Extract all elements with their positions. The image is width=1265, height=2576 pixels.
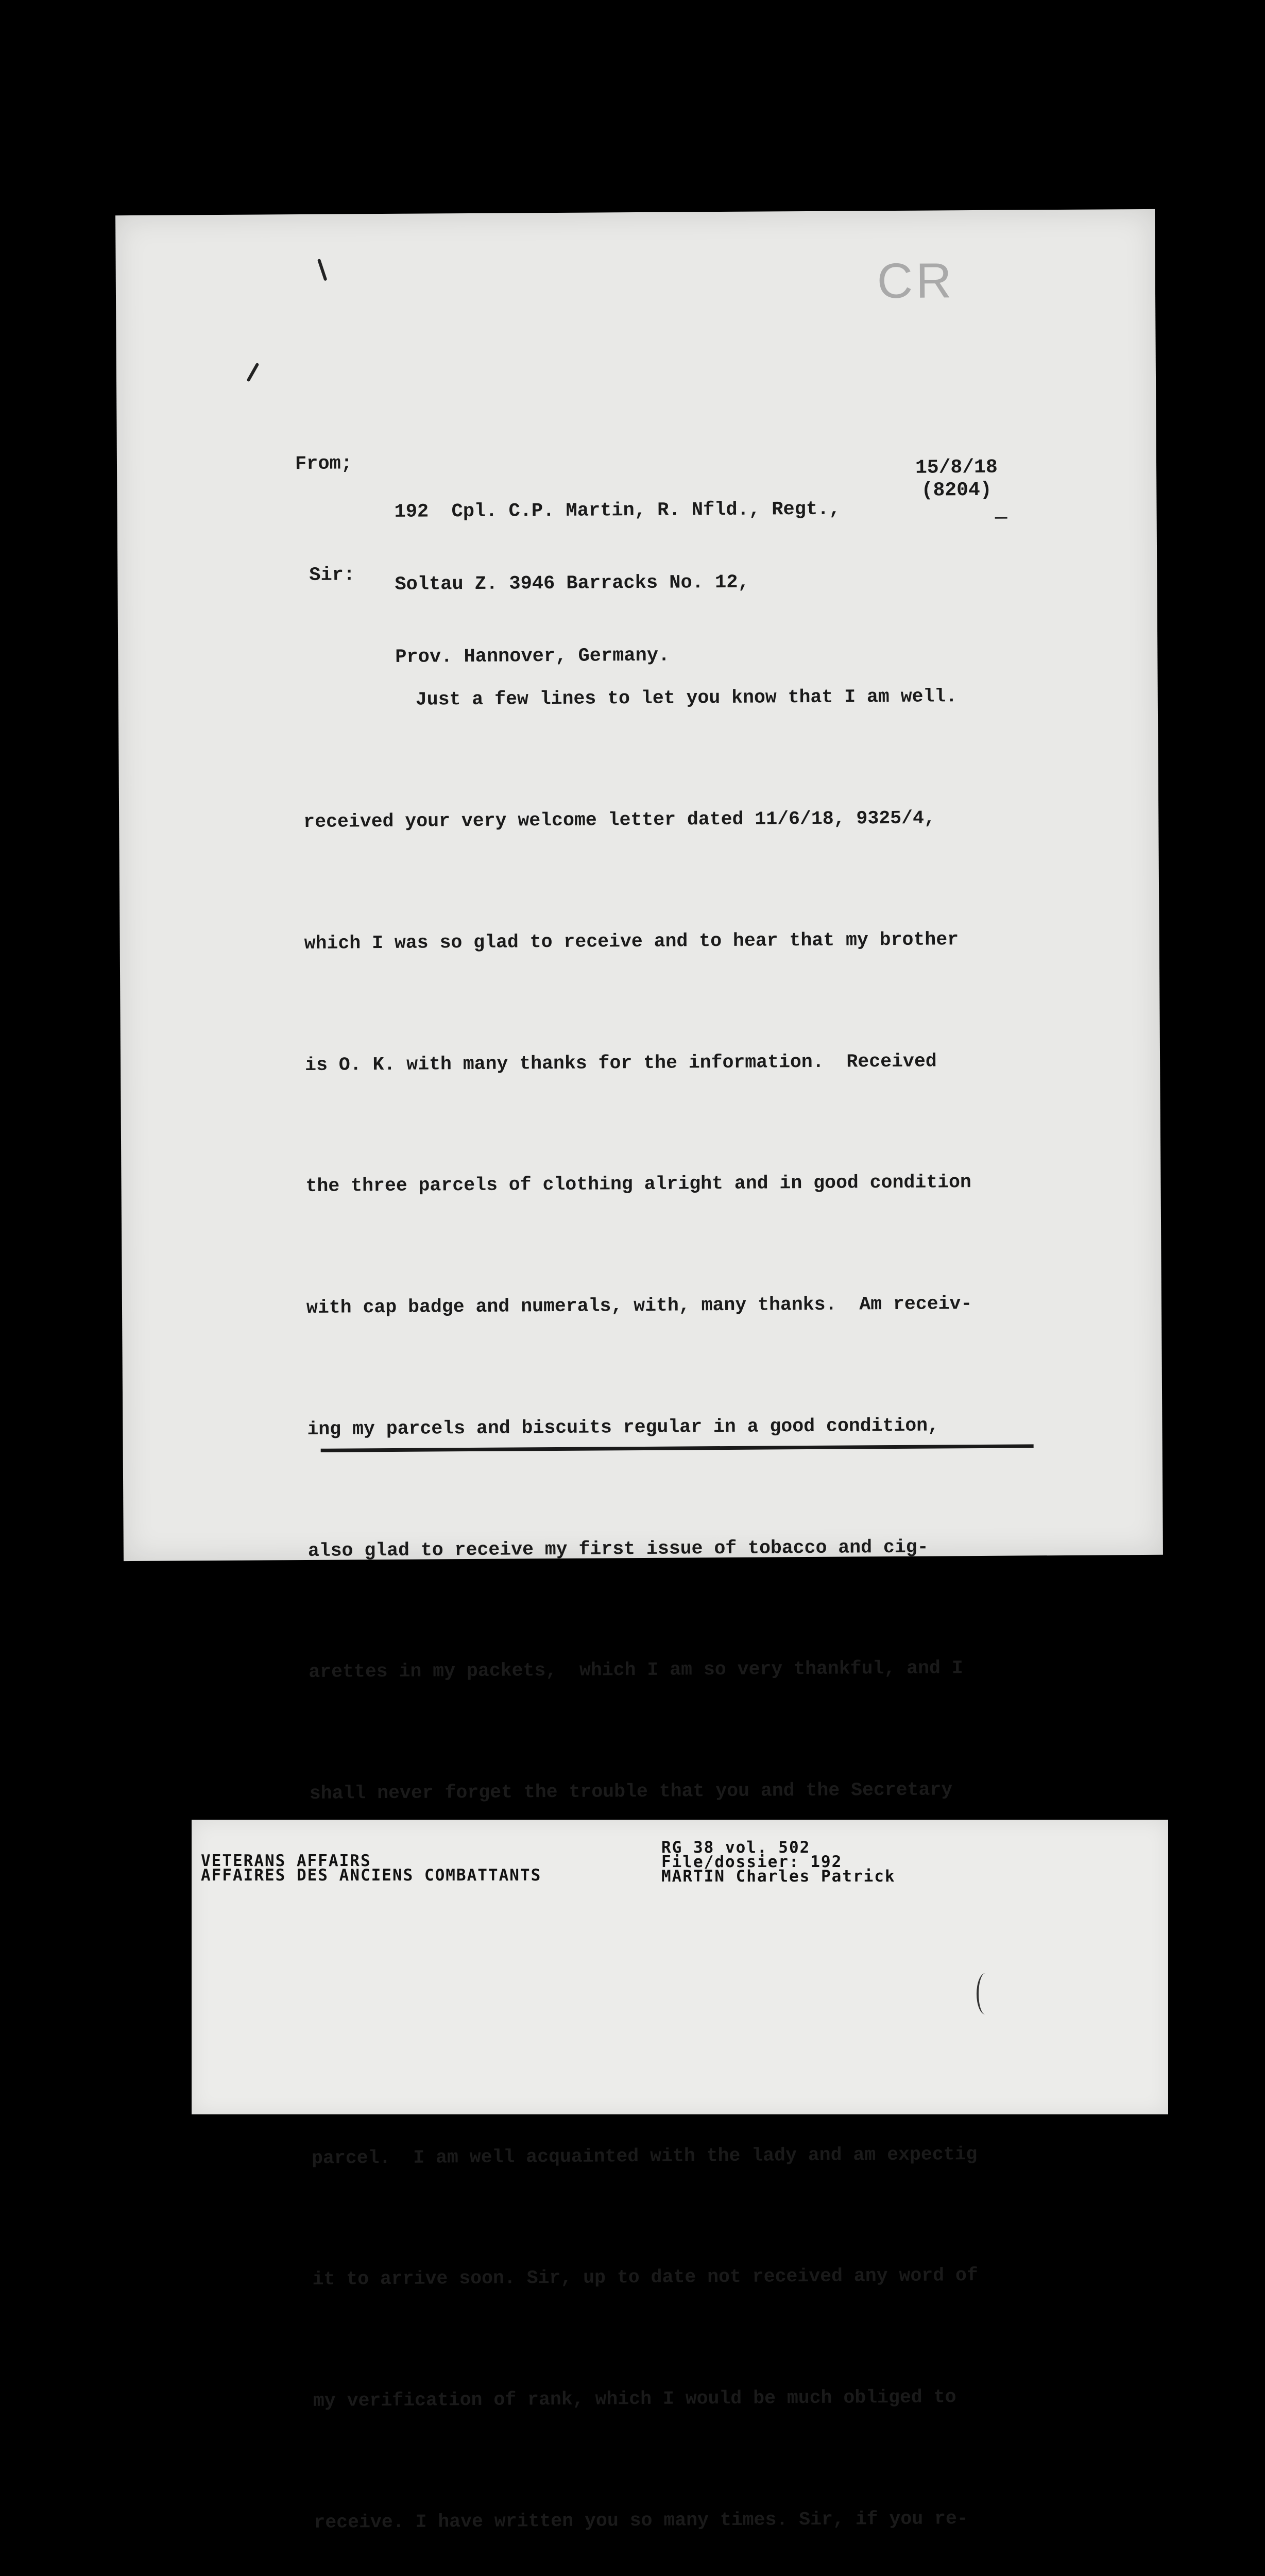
file-reference-block bbox=[661, 1840, 896, 1884]
body-line: it to arrive soon. Sir, up to date not received any word of bbox=[312, 2265, 978, 2291]
sender-line: 192 Cpl. C.P. Martin, R. Nfld., Regt., bbox=[394, 498, 841, 523]
body-line: which I was so glad to receive and to hear that my brother bbox=[304, 928, 959, 954]
date-underline bbox=[995, 517, 1007, 519]
date-block bbox=[915, 456, 998, 502]
letter-date: 15/8/18 bbox=[915, 456, 998, 479]
letter-reference: (8204) bbox=[921, 479, 992, 502]
body-line: arettes in my packets, which I am so very thankful, and I bbox=[309, 1657, 963, 1683]
corner-stamp: CR bbox=[877, 253, 955, 309]
body-line: parcel. I am well acquainted with the lady and am expectig bbox=[311, 2143, 978, 2169]
body-line: receive. I have written you so many times. Sir, if you re- bbox=[314, 2508, 968, 2533]
sender-line: Soltau Z. 3946 Barracks No. 12, bbox=[395, 571, 749, 596]
letter-body bbox=[302, 595, 1163, 2576]
from-label: From; bbox=[295, 453, 353, 476]
record-group: RG 38 vol. 502 bbox=[661, 1838, 811, 1857]
subject-name: MARTIN Charles Patrick bbox=[661, 1867, 896, 1886]
stray-pencil-mark bbox=[317, 259, 328, 281]
body-line: also glad to receive my first issue of tobacco and cig- bbox=[307, 1536, 929, 1562]
department-block bbox=[201, 1854, 541, 1883]
body-line: is O. K. with many thanks for the information. Received bbox=[304, 1050, 937, 1076]
body-line: shall never forget the trouble that you and the Secretary bbox=[309, 1779, 953, 1805]
archive-reference-slip bbox=[192, 1820, 1168, 2114]
body-line: received your very welcome letter dated 11/6/18, 9325/4, bbox=[303, 807, 935, 833]
body-line: with cap badge and numerals, with, many thanks. Am receiv- bbox=[306, 1293, 972, 1319]
department-french: AFFAIRES DES ANCIENS COMBATTANTS bbox=[201, 1866, 542, 1885]
body-line: my verification of rank, which I would be much obliged to bbox=[313, 2386, 956, 2412]
body-line: the three parcels of clothing alright and in good condition bbox=[305, 1172, 971, 1197]
body-line: Just a few lines to let you know that I am well. bbox=[302, 686, 958, 711]
body-line: ing my parcels and biscuits regular in a good condition, bbox=[307, 1415, 939, 1440]
department-english: VETERANS AFFAIRS bbox=[201, 1852, 371, 1870]
sender-line: Prov. Hannover, Germany. bbox=[395, 645, 670, 668]
file-number: File/dossier: 192 bbox=[661, 1853, 843, 1871]
salutation: Sir: bbox=[309, 564, 355, 586]
stray-pencil-mark bbox=[246, 363, 259, 382]
pencil-mark bbox=[977, 1973, 994, 2014]
